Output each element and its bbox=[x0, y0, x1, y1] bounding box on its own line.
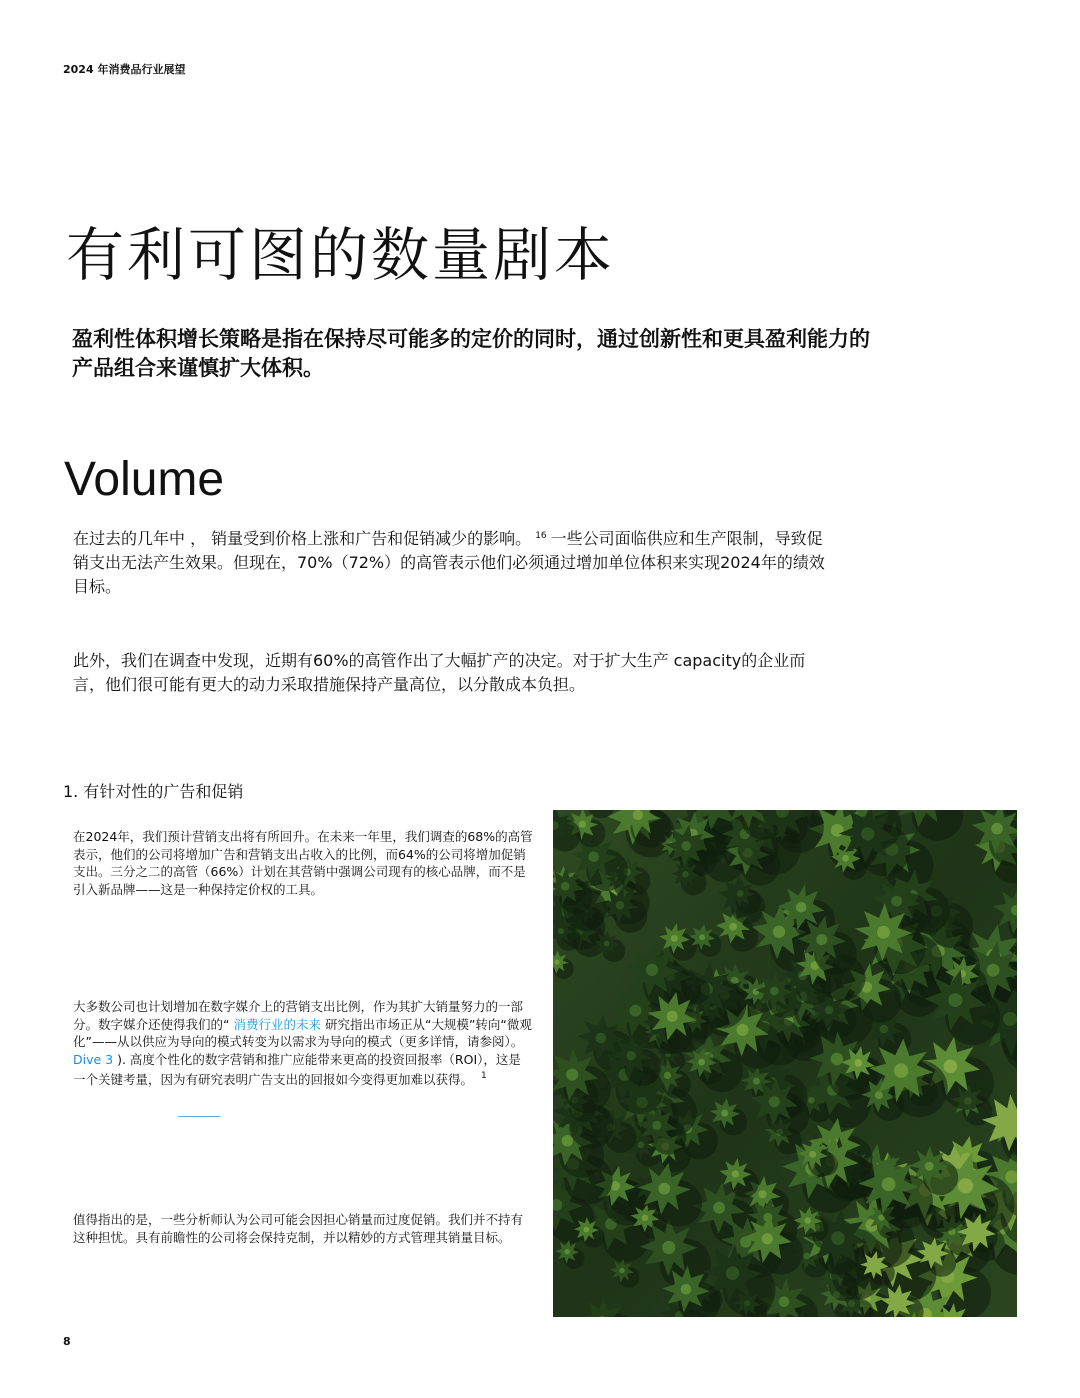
advertising-paragraph-2-text-a: 大多数公司也计划增加在数字媒介上的营销支出比例，作为其扩大销量努力的一部分。数字媒介还使得我们的“ bbox=[73, 999, 524, 1032]
advertising-paragraph-2-text-b: 研究指出市场正从“大规模”转向“微观化”——从以供应为导向的模式转变为以需求为导向的模式（更多详情，请参阅）。 bbox=[73, 1016, 532, 1049]
subsection-heading: 1. 有针对性的广告和促销 bbox=[63, 782, 244, 801]
advertising-paragraph-3: 值得指出的是，一些分析师认为公司可能会因担心销量而过度促销。我们并不持有这种担忧。具有前瞻性的公司将会保持克制，并以精妙的方式管理其销量目标。 bbox=[73, 1212, 524, 1245]
lead-paragraph: 盈利性体积增长策略是指在保持尽可能多的定价的同时，通过创新性和更具盈利能力的产品组合来谨慎扩大体积。 bbox=[72, 327, 870, 380]
volume-paragraph-2: 此外，我们在调查中发现，近期有60%的高管作出了大幅扩产的决定。对于扩大生产 capacity的企业而言，他们很可能有更大的动力采取措施保持产量高位，以分散成本负担。 bbox=[73, 651, 806, 694]
advertising-paragraph-2 bbox=[73, 998, 533, 1089]
volume-paragraph-1-text-a: 在过去的几年中 ， 销量受到价格上涨和广告和促销减少的影响。 bbox=[73, 529, 532, 548]
page-number: 8 bbox=[63, 1335, 71, 1348]
link-underline-divider bbox=[178, 1116, 220, 1117]
volume-paragraph-1-text-b: 一些公司面临供应和生产限制，导致促销支出无法产生效果。但现在，70%（72%）的高管表示他们必须通过增加单位体积来实现2024年的绩效目标。 bbox=[73, 529, 825, 596]
footnote-marker[interactable]: 16 bbox=[535, 531, 547, 541]
volume-paragraph-1 bbox=[73, 524, 833, 599]
advertising-paragraph-1: 在2024年，我们预计营销支出将有所回升。在未来一年里，我们调查的68%的高管表示，他们的公司将增加广告和营销支出占收入的比例，而64%的公司将增加促销支出。三分之二的高管（66%）计划在其营销中强调公司现有的核心品牌，而不是引入新品牌——这是一种保持定价权的工具。 bbox=[73, 829, 533, 897]
section-title: Volume bbox=[64, 453, 225, 506]
page-title: 有利可图的数量剧本 bbox=[66, 221, 616, 289]
dive-3-link[interactable]: Dive 3 bbox=[73, 1051, 114, 1067]
forest-aerial-photo bbox=[553, 810, 1017, 1317]
footnote-marker[interactable]: 1 bbox=[481, 1071, 487, 1081]
document-header: 2024 年消费品行业展望 bbox=[63, 63, 186, 76]
future-of-consumer-link[interactable]: 消费行业的未来 bbox=[233, 1016, 321, 1032]
advertising-paragraph-2-text-c: ). 高度个性化的数字营销和推广应能带来更高的投资回报率（ROI），这是一个关键考量，因为有研究表明广告支出的回报如今变得更加难以获得。 bbox=[73, 1051, 521, 1087]
